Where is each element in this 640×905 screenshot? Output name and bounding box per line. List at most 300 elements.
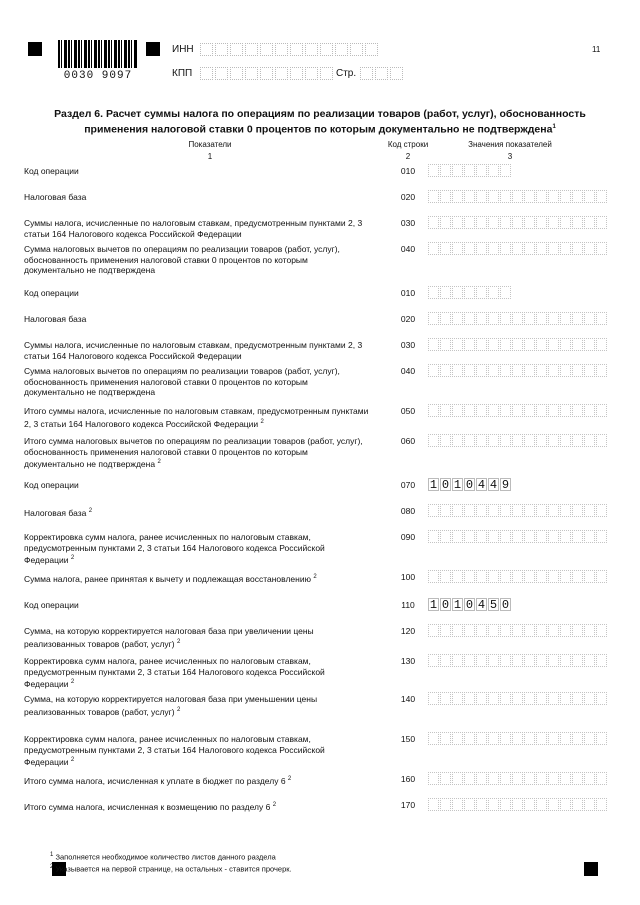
value-cell bbox=[536, 504, 547, 517]
row-value-field[interactable] bbox=[428, 654, 608, 667]
value-cell bbox=[548, 434, 559, 447]
inn-field[interactable] bbox=[200, 43, 380, 56]
value-cell bbox=[500, 570, 511, 583]
value-cell bbox=[500, 286, 511, 299]
value-cell bbox=[464, 242, 475, 255]
value-cell bbox=[524, 798, 535, 811]
value-cell bbox=[488, 434, 499, 447]
value-cell bbox=[584, 624, 595, 637]
value-cell bbox=[596, 338, 607, 351]
value-cell bbox=[464, 216, 475, 229]
value-cell bbox=[572, 364, 583, 377]
value-cell bbox=[572, 434, 583, 447]
value-cell bbox=[476, 530, 487, 543]
value-cell bbox=[476, 624, 487, 637]
page-label: Стр. bbox=[336, 68, 357, 79]
value-cell bbox=[548, 624, 559, 637]
row-code: 040 bbox=[400, 366, 416, 376]
value-cell bbox=[524, 242, 535, 255]
value-cell bbox=[452, 286, 463, 299]
row-value-field[interactable] bbox=[428, 530, 608, 543]
value-cell bbox=[512, 654, 523, 667]
value-cell bbox=[428, 772, 439, 785]
value-cell bbox=[440, 798, 451, 811]
value-cell bbox=[584, 692, 595, 705]
col-number-2: 2 bbox=[405, 152, 411, 161]
value-cell bbox=[452, 434, 463, 447]
value-cell bbox=[584, 732, 595, 745]
value-cell bbox=[572, 570, 583, 583]
value-cell bbox=[452, 732, 463, 745]
value-cell bbox=[584, 570, 595, 583]
value-cell bbox=[452, 404, 463, 417]
value-cell bbox=[452, 164, 463, 177]
value-cell bbox=[428, 338, 439, 351]
value-cell bbox=[524, 732, 535, 745]
row-code: 060 bbox=[400, 436, 416, 446]
value-cell bbox=[476, 732, 487, 745]
value-cell bbox=[500, 772, 511, 785]
value-cell bbox=[452, 504, 463, 517]
value-cell bbox=[476, 654, 487, 667]
corner-marker-top-left bbox=[28, 42, 42, 56]
row-value-field[interactable] bbox=[428, 216, 608, 229]
value-cell bbox=[596, 242, 607, 255]
col-header-indicators: Показатели bbox=[188, 140, 232, 149]
value-cell bbox=[548, 364, 559, 377]
value-cell bbox=[476, 798, 487, 811]
value-cell bbox=[476, 504, 487, 517]
value-cell bbox=[560, 732, 571, 745]
value-cell bbox=[584, 364, 595, 377]
row-value-field[interactable] bbox=[428, 732, 608, 745]
value-cell: 9 bbox=[501, 478, 510, 492]
value-cell bbox=[536, 798, 547, 811]
row-code: 040 bbox=[400, 244, 416, 254]
value-cell bbox=[536, 338, 547, 351]
value-cell bbox=[476, 312, 487, 325]
value-cell bbox=[560, 570, 571, 583]
value-cell bbox=[560, 530, 571, 543]
value-cell bbox=[440, 216, 451, 229]
value-cell bbox=[524, 570, 535, 583]
value-cell bbox=[548, 732, 559, 745]
value-cell bbox=[488, 504, 499, 517]
value-cell: 5 bbox=[489, 598, 498, 612]
value-cell bbox=[572, 504, 583, 517]
barcode-number: 0030 9097 bbox=[63, 70, 133, 82]
value-cell bbox=[548, 530, 559, 543]
value-cell bbox=[548, 504, 559, 517]
barcode bbox=[58, 40, 138, 68]
value-cell bbox=[452, 772, 463, 785]
value-cell bbox=[572, 654, 583, 667]
value-cell bbox=[476, 286, 487, 299]
value-cell bbox=[440, 404, 451, 417]
value-cell bbox=[500, 242, 511, 255]
value-cell bbox=[452, 624, 463, 637]
value-cell bbox=[572, 190, 583, 203]
value-cell bbox=[464, 434, 475, 447]
row-value-field[interactable] bbox=[428, 772, 608, 785]
row-label: Сумма, на которую корректируется налоговая база при уменьшении цены реализованных товаров (работ, услуг) $^2$ bbox=[24, 694, 318, 717]
value-cell bbox=[452, 216, 463, 229]
row-value-field[interactable] bbox=[428, 798, 608, 811]
value-cell bbox=[440, 732, 451, 745]
value-cell bbox=[464, 732, 475, 745]
value-cell bbox=[584, 312, 595, 325]
value-cell bbox=[512, 364, 523, 377]
value-cell bbox=[500, 434, 511, 447]
value-cell bbox=[572, 530, 583, 543]
value-cell bbox=[476, 338, 487, 351]
value-cell bbox=[428, 654, 439, 667]
value-cell bbox=[524, 654, 535, 667]
value-cell bbox=[512, 216, 523, 229]
row-code: 070 bbox=[400, 480, 416, 490]
row-value-field[interactable] bbox=[428, 570, 608, 583]
value-cell bbox=[488, 692, 499, 705]
value-cell bbox=[596, 504, 607, 517]
value-cell bbox=[536, 570, 547, 583]
row-value-field[interactable] bbox=[428, 242, 608, 255]
value-cell bbox=[584, 654, 595, 667]
row-label: Налоговая база $^2$ bbox=[24, 507, 93, 518]
value-cell bbox=[584, 434, 595, 447]
value-cell bbox=[512, 732, 523, 745]
value-cell bbox=[428, 732, 439, 745]
value-cell bbox=[476, 242, 487, 255]
value-cell bbox=[596, 530, 607, 543]
value-cell bbox=[440, 312, 451, 325]
page-corner-number: 11 bbox=[592, 45, 601, 54]
value-cell bbox=[560, 216, 571, 229]
value-cell bbox=[500, 190, 511, 203]
value-cell bbox=[584, 798, 595, 811]
value-cell bbox=[500, 504, 511, 517]
value-cell bbox=[536, 772, 547, 785]
value-cell bbox=[512, 312, 523, 325]
kpp-label: КПП bbox=[172, 68, 193, 79]
value-cell bbox=[440, 364, 451, 377]
value-cell bbox=[596, 732, 607, 745]
value-cell bbox=[440, 624, 451, 637]
value-cell bbox=[488, 798, 499, 811]
footnote-1: $^1$ Заполняется необходимое количество листов данного раздела bbox=[50, 852, 276, 862]
value-cell bbox=[464, 190, 475, 203]
value-cell bbox=[572, 242, 583, 255]
row-label: Сумма налоговых вычетов по операциям по реализации товаров (работ, услуг), обоснованность применения налоговой ставки 0 процентов по которым документально не подтверждена bbox=[24, 244, 340, 275]
kpp-field[interactable] bbox=[200, 67, 335, 80]
row-label: Код операции bbox=[24, 166, 79, 176]
value-cell bbox=[596, 190, 607, 203]
value-cell bbox=[524, 190, 535, 203]
value-cell bbox=[512, 530, 523, 543]
row-code: 110 bbox=[401, 600, 415, 610]
value-cell bbox=[440, 286, 451, 299]
value-cell bbox=[488, 164, 499, 177]
value-cell bbox=[476, 570, 487, 583]
row-label: Код операции bbox=[24, 288, 79, 298]
row-label: Налоговая база bbox=[24, 314, 87, 324]
row-code: 030 bbox=[400, 218, 416, 228]
row-value-field[interactable] bbox=[428, 190, 608, 203]
value-cell bbox=[536, 216, 547, 229]
value-cell bbox=[428, 434, 439, 447]
value-cell bbox=[584, 216, 595, 229]
row-value-field[interactable] bbox=[428, 404, 608, 417]
value-cell bbox=[548, 216, 559, 229]
value-cell bbox=[536, 364, 547, 377]
row-value-field[interactable] bbox=[428, 164, 512, 177]
value-cell bbox=[596, 692, 607, 705]
value-cell bbox=[596, 404, 607, 417]
value-cell: 1 bbox=[429, 598, 438, 612]
value-cell bbox=[500, 624, 511, 637]
value-cell bbox=[584, 190, 595, 203]
value-cell bbox=[560, 190, 571, 203]
value-cell bbox=[488, 190, 499, 203]
col-number-1: 1 bbox=[207, 152, 213, 161]
value-cell bbox=[596, 798, 607, 811]
value-cell bbox=[560, 434, 571, 447]
row-code: 020 bbox=[400, 192, 416, 202]
value-cell bbox=[488, 570, 499, 583]
row-code: 170 bbox=[400, 800, 416, 810]
value-cell: 0 bbox=[441, 478, 450, 492]
value-cell bbox=[512, 504, 523, 517]
row-value-field[interactable] bbox=[428, 478, 512, 491]
value-cell bbox=[572, 624, 583, 637]
value-cell bbox=[440, 654, 451, 667]
value-cell bbox=[500, 530, 511, 543]
value-cell bbox=[476, 404, 487, 417]
value-cell bbox=[584, 504, 595, 517]
value-cell bbox=[572, 798, 583, 811]
value-cell bbox=[464, 286, 475, 299]
value-cell bbox=[428, 504, 439, 517]
row-label: Суммы налога, исчисленные по налоговым ставкам, предусмотренным пунктами 2, 3 статьи 164 Налогового кодекса Российской Федерации bbox=[24, 218, 363, 239]
row-label: Итого сумма налога, исчисленная к уплате в бюджет по разделу 6 $^2$ bbox=[24, 775, 292, 786]
value-cell bbox=[452, 654, 463, 667]
value-cell bbox=[500, 338, 511, 351]
value-cell bbox=[488, 286, 499, 299]
value-cell bbox=[488, 732, 499, 745]
value-cell bbox=[584, 242, 595, 255]
value-cell bbox=[560, 504, 571, 517]
row-value-field[interactable] bbox=[428, 504, 608, 517]
value-cell bbox=[596, 624, 607, 637]
value-cell: 1 bbox=[453, 478, 462, 492]
value-cell bbox=[452, 692, 463, 705]
col-header-values: Значения показателей bbox=[468, 140, 552, 149]
row-label: Налоговая база bbox=[24, 192, 87, 202]
value-cell bbox=[524, 504, 535, 517]
value-cell bbox=[560, 312, 571, 325]
corner-marker-bottom-right bbox=[584, 862, 598, 876]
value-cell bbox=[476, 772, 487, 785]
value-cell bbox=[500, 692, 511, 705]
value-cell bbox=[464, 404, 475, 417]
value-cell bbox=[548, 798, 559, 811]
value-cell bbox=[428, 404, 439, 417]
value-cell bbox=[548, 692, 559, 705]
value-cell bbox=[548, 312, 559, 325]
section-title: Раздел 6. Расчет суммы налога по операциям по реализации товаров (работ, услуг), обоснованность применения налоговой ставки 0 процентов по которым документально не подтверждена$^1$ bbox=[54, 108, 586, 136]
row-code: 140 bbox=[400, 694, 416, 704]
value-cell bbox=[524, 530, 535, 543]
value-cell bbox=[560, 772, 571, 785]
value-cell: 4 bbox=[489, 478, 498, 492]
value-cell bbox=[440, 504, 451, 517]
value-cell bbox=[536, 654, 547, 667]
row-value-field[interactable] bbox=[428, 364, 608, 377]
value-cell: 4 bbox=[477, 598, 486, 612]
value-cell bbox=[524, 216, 535, 229]
value-cell bbox=[512, 772, 523, 785]
value-cell bbox=[488, 216, 499, 229]
value-cell bbox=[500, 216, 511, 229]
value-cell bbox=[428, 164, 439, 177]
value-cell bbox=[464, 338, 475, 351]
value-cell bbox=[572, 216, 583, 229]
row-label: Сумма налога, ранее принятая к вычету и подлежащая восстановлению $^2$ bbox=[24, 573, 317, 584]
row-value-field[interactable] bbox=[428, 434, 608, 447]
value-cell bbox=[524, 434, 535, 447]
value-cell bbox=[440, 570, 451, 583]
value-cell bbox=[536, 190, 547, 203]
value-cell bbox=[464, 692, 475, 705]
value-cell bbox=[560, 404, 571, 417]
value-cell bbox=[536, 624, 547, 637]
row-code: 010 bbox=[400, 166, 416, 176]
value-cell bbox=[596, 654, 607, 667]
value-cell bbox=[560, 798, 571, 811]
value-cell bbox=[560, 338, 571, 351]
value-cell bbox=[428, 286, 439, 299]
row-value-field[interactable] bbox=[428, 598, 512, 611]
value-cell bbox=[560, 364, 571, 377]
value-cell bbox=[464, 312, 475, 325]
row-label: Код операции bbox=[24, 600, 79, 610]
value-cell bbox=[476, 216, 487, 229]
value-cell bbox=[548, 404, 559, 417]
value-cell bbox=[440, 338, 451, 351]
value-cell bbox=[524, 404, 535, 417]
value-cell bbox=[536, 732, 547, 745]
value-cell bbox=[524, 338, 535, 351]
value-cell bbox=[560, 692, 571, 705]
row-value-field[interactable] bbox=[428, 624, 608, 637]
value-cell bbox=[488, 654, 499, 667]
value-cell bbox=[428, 216, 439, 229]
value-cell bbox=[596, 312, 607, 325]
value-cell bbox=[452, 338, 463, 351]
value-cell bbox=[572, 732, 583, 745]
value-cell bbox=[488, 242, 499, 255]
value-cell bbox=[596, 570, 607, 583]
value-cell bbox=[440, 772, 451, 785]
value-cell bbox=[428, 570, 439, 583]
value-cell bbox=[500, 404, 511, 417]
value-cell bbox=[488, 624, 499, 637]
value-cell bbox=[440, 164, 451, 177]
value-cell bbox=[476, 190, 487, 203]
value-cell bbox=[512, 338, 523, 351]
row-value-field[interactable] bbox=[428, 692, 608, 705]
value-cell bbox=[512, 242, 523, 255]
value-cell bbox=[452, 190, 463, 203]
value-cell bbox=[572, 338, 583, 351]
value-cell bbox=[476, 164, 487, 177]
value-cell bbox=[596, 772, 607, 785]
value-cell: 0 bbox=[441, 598, 450, 612]
value-cell bbox=[512, 404, 523, 417]
value-cell bbox=[500, 312, 511, 325]
value-cell bbox=[476, 364, 487, 377]
value-cell bbox=[464, 504, 475, 517]
row-value-field[interactable] bbox=[428, 338, 608, 351]
value-cell bbox=[548, 570, 559, 583]
page-number-field[interactable] bbox=[360, 67, 405, 80]
value-cell bbox=[512, 798, 523, 811]
row-code: 160 bbox=[400, 774, 416, 784]
value-cell bbox=[524, 312, 535, 325]
value-cell bbox=[452, 570, 463, 583]
row-code: 150 bbox=[400, 734, 416, 744]
value-cell bbox=[524, 624, 535, 637]
value-cell bbox=[596, 216, 607, 229]
row-code: 010 bbox=[400, 288, 416, 298]
row-label: Корректировка сумм налога, ранее исчисленных по налоговым ставкам, предусмотренным пунктами 2, 3 статьи 164 Налогового кодекса Российской Федерации $^2$ bbox=[24, 656, 325, 689]
value-cell bbox=[464, 530, 475, 543]
value-cell bbox=[464, 164, 475, 177]
row-value-field[interactable] bbox=[428, 286, 512, 299]
value-cell bbox=[428, 312, 439, 325]
value-cell bbox=[584, 530, 595, 543]
row-code: 020 bbox=[400, 314, 416, 324]
value-cell bbox=[428, 692, 439, 705]
value-cell: 0 bbox=[465, 598, 474, 612]
corner-marker-top-mid bbox=[146, 42, 160, 56]
footnote-2: $^2$ Указывается на первой странице, на остальных - ставится прочерк. bbox=[50, 864, 292, 874]
value-cell bbox=[440, 190, 451, 203]
value-cell bbox=[512, 624, 523, 637]
row-code: 100 bbox=[400, 572, 416, 582]
row-value-field[interactable] bbox=[428, 312, 608, 325]
value-cell bbox=[596, 364, 607, 377]
value-cell bbox=[488, 312, 499, 325]
col-header-line-code: Код строки bbox=[387, 140, 429, 149]
value-cell bbox=[428, 798, 439, 811]
value-cell bbox=[536, 242, 547, 255]
row-label: Сумма налоговых вычетов по операциям по реализации товаров (работ, услуг), обоснованность применения налоговой ставки 0 процентов по которым документально не подтверждена bbox=[24, 366, 340, 397]
value-cell bbox=[440, 242, 451, 255]
value-cell bbox=[548, 772, 559, 785]
row-label: Корректировка сумм налога, ранее исчисленных по налоговым ставкам, предусмотренным пунктами 2, 3 статьи 164 Налогового кодекса Российской Федерации $^2$ bbox=[24, 734, 325, 767]
value-cell bbox=[476, 692, 487, 705]
inn-label: ИНН bbox=[172, 44, 194, 55]
value-cell bbox=[476, 434, 487, 447]
value-cell bbox=[500, 364, 511, 377]
value-cell bbox=[488, 404, 499, 417]
value-cell bbox=[584, 338, 595, 351]
value-cell bbox=[464, 798, 475, 811]
value-cell bbox=[452, 798, 463, 811]
row-label: Итого сумма налога, исчисленная к возмещению по разделу 6 $^2$ bbox=[24, 801, 277, 812]
value-cell bbox=[560, 624, 571, 637]
value-cell bbox=[584, 404, 595, 417]
